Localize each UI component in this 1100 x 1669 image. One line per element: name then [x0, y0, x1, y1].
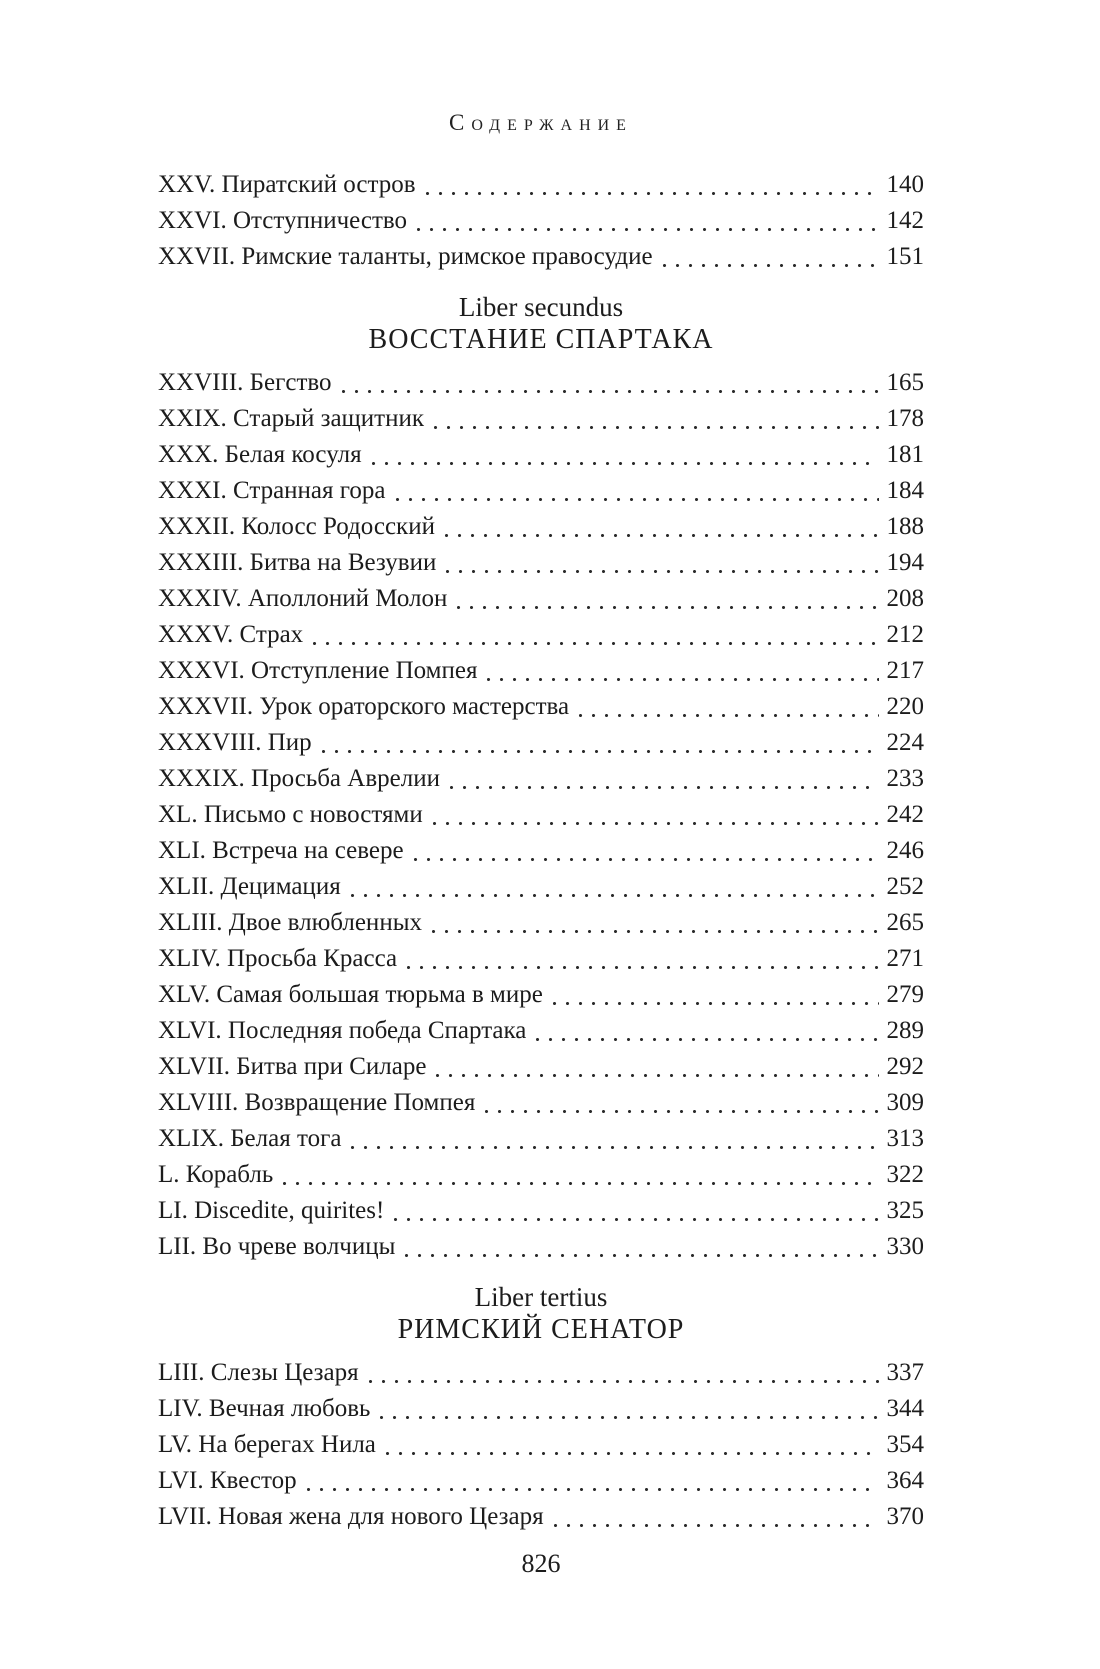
entry-title: XXXIV. Аполлоний Молон: [158, 585, 448, 612]
toc-entry: [158, 653, 924, 689]
entry-page-number: 271: [886, 945, 924, 972]
dot-leader: [372, 462, 879, 465]
dot-leader: [405, 1254, 879, 1257]
entry-page-number: 330: [886, 1233, 924, 1260]
entry-page-number: 220: [886, 693, 924, 720]
toc-entry: [158, 1049, 924, 1085]
dot-leader: [457, 606, 879, 609]
entry-title: LVI. Квестор: [158, 1467, 297, 1494]
dot-leader: [433, 822, 879, 825]
dot-leader: [380, 1416, 879, 1419]
entry-page-number: 292: [886, 1053, 924, 1080]
entry-page-number: 322: [886, 1161, 924, 1188]
toc-entry: [158, 545, 924, 581]
toc-entry: [158, 203, 924, 239]
entry-list: [158, 365, 924, 1265]
dot-leader: [351, 1146, 879, 1149]
entry-title: L. Корабль: [158, 1161, 274, 1188]
entry-page-number: 289: [886, 1017, 924, 1044]
toc-entry: [158, 509, 924, 545]
toc-entry: [158, 725, 924, 761]
entry-title: XLI. Встреча на севере: [158, 837, 404, 864]
toc-entry: [158, 1499, 924, 1535]
entry-title: XLIII. Двое влюбленных: [158, 909, 422, 936]
dot-leader: [487, 678, 879, 681]
entry-title: XXXV. Страх: [158, 621, 304, 648]
section-heading: [158, 1282, 924, 1347]
entry-page-number: 242: [886, 801, 924, 828]
section-subtitle: Liber tertius: [474, 1282, 608, 1312]
toc-entry: [158, 617, 924, 653]
dot-leader: [434, 426, 879, 429]
entry-page-number: 194: [886, 549, 924, 576]
dot-leader: [663, 264, 879, 267]
toc-entry: [158, 1355, 924, 1391]
toc-entry: [158, 1427, 924, 1463]
entry-title: LII. Во чреве волчицы: [158, 1233, 396, 1260]
toc-entry: [158, 977, 924, 1013]
entry-page-number: 246: [886, 837, 924, 864]
entry-title: XXXVII. Урок ораторского мастерства: [158, 693, 570, 720]
entry-title: LV. На берегах Нила: [158, 1431, 376, 1458]
entry-title: XXXIII. Битва на Везувии: [158, 549, 437, 576]
entry-page-number: 279: [886, 981, 924, 1008]
entry-page-number: 252: [886, 873, 924, 900]
toc-entry: [158, 1157, 924, 1193]
entry-page-number: 265: [886, 909, 924, 936]
toc-entry: [158, 473, 924, 509]
entry-title: XLII. Децимация: [158, 873, 341, 900]
entry-page-number: 181: [886, 441, 924, 468]
dot-leader: [579, 714, 879, 717]
table-of-contents: [158, 167, 924, 1535]
dot-leader: [386, 1452, 879, 1455]
entry-page-number: 309: [886, 1089, 924, 1116]
dot-leader: [307, 1488, 879, 1491]
dot-leader: [536, 1038, 879, 1041]
entry-page-number: 151: [886, 243, 924, 270]
dot-leader: [553, 1002, 879, 1005]
entry-title: XXXI. Странная гора: [158, 477, 386, 504]
toc-entry: [158, 1229, 924, 1265]
entry-title: XXVI. Отступничество: [158, 207, 408, 234]
entry-title: XXX. Белая косуля: [158, 441, 362, 468]
entry-list: [158, 167, 924, 275]
dot-leader: [351, 894, 879, 897]
entry-page-number: 142: [886, 207, 924, 234]
entry-title: LI. Discedite, quirites!: [158, 1197, 385, 1224]
dot-leader: [394, 1218, 879, 1221]
book-page: [158, 0, 924, 1669]
entry-title: XXV. Пиратский остров: [158, 171, 416, 198]
entry-title: XLVII. Битва при Силаре: [158, 1053, 427, 1080]
dot-leader: [554, 1524, 879, 1527]
dot-leader: [283, 1182, 879, 1185]
toc-entry: [158, 1193, 924, 1229]
toc-entry: [158, 239, 924, 275]
entry-page-number: 313: [886, 1125, 924, 1152]
toc-entry: [158, 1463, 924, 1499]
entry-page-number: 165: [886, 369, 924, 396]
entry-title: XXXVI. Отступление Помпея: [158, 657, 478, 684]
entry-page-number: 208: [886, 585, 924, 612]
entry-page-number: 325: [886, 1197, 924, 1224]
section-title: РИМСКИЙ СЕНАТОР: [397, 1314, 685, 1345]
page-number-footer: 826: [521, 1549, 561, 1578]
dot-leader: [417, 228, 879, 231]
dot-leader: [342, 390, 880, 393]
entry-page-number: 140: [886, 171, 924, 198]
dot-leader: [407, 966, 879, 969]
entry-title: XXXVIII. Пир: [158, 729, 312, 756]
toc-entry: [158, 689, 924, 725]
section-title: ВОССТАНИЕ СПАРТАКА: [368, 324, 714, 355]
section-heading: [158, 292, 924, 357]
toc-entry: [158, 167, 924, 203]
toc-entry: [158, 401, 924, 437]
toc-section: [158, 167, 924, 275]
toc-entry: [158, 1013, 924, 1049]
toc-entry: [158, 869, 924, 905]
entry-page-number: 370: [886, 1503, 924, 1530]
entry-list: [158, 1355, 924, 1535]
dot-leader: [322, 750, 879, 753]
entry-title: LIII. Слезы Цезаря: [158, 1359, 359, 1386]
dot-leader: [450, 786, 879, 789]
entry-title: XXIX. Старый защитник: [158, 405, 425, 432]
entry-page-number: 364: [886, 1467, 924, 1494]
entry-title: XLIX. Белая тога: [158, 1125, 342, 1152]
entry-title: XLV. Самая большая тюрьма в мире: [158, 981, 543, 1008]
entry-page-number: 224: [886, 729, 924, 756]
entry-page-number: 354: [886, 1431, 924, 1458]
entry-page-number: 233: [886, 765, 924, 792]
dot-leader: [445, 534, 879, 537]
entry-page-number: 337: [886, 1359, 924, 1386]
entry-page-number: 178: [886, 405, 924, 432]
dot-leader: [369, 1380, 879, 1383]
toc-entry: [158, 761, 924, 797]
dot-leader: [432, 930, 879, 933]
toc-entry: [158, 581, 924, 617]
dot-leader: [313, 642, 879, 645]
dot-leader: [446, 570, 879, 573]
section-subtitle: Liber secundus: [458, 292, 624, 322]
dot-leader: [436, 1074, 879, 1077]
toc-entry: [158, 365, 924, 401]
dot-leader: [396, 498, 880, 501]
dot-leader: [485, 1110, 879, 1113]
toc-entry: [158, 437, 924, 473]
entry-title: XXXIX. Просьба Аврелии: [158, 765, 440, 792]
entry-page-number: 344: [886, 1395, 924, 1422]
entry-title: XLVI. Последняя победа Спартака: [158, 1017, 527, 1044]
entry-title: XXVIII. Бегство: [158, 369, 332, 396]
toc-entry: [158, 1085, 924, 1121]
entry-title: LVII. Новая жена для нового Цезаря: [158, 1503, 544, 1530]
page-title: СОДЕРЖАНИЕ: [449, 110, 633, 135]
entry-page-number: 188: [886, 513, 924, 540]
dot-leader: [414, 858, 879, 861]
toc-entry: [158, 833, 924, 869]
entry-title: LIV. Вечная любовь: [158, 1395, 371, 1422]
entry-title: XXXII. Колосс Родосский: [158, 513, 435, 540]
toc-entry: [158, 905, 924, 941]
entry-page-number: 217: [886, 657, 924, 684]
entry-page-number: 212: [886, 621, 924, 648]
toc-entry: [158, 941, 924, 977]
toc-entry: [158, 1121, 924, 1157]
toc-section: [158, 1282, 924, 1535]
toc-entry: [158, 797, 924, 833]
toc-entry: [158, 1391, 924, 1427]
entry-title: XL. Письмо с новостями: [158, 801, 423, 828]
entry-title: XXVII. Римские таланты, римское правосудие: [158, 243, 653, 270]
entry-page-number: 184: [886, 477, 924, 504]
toc-section: [158, 292, 924, 1265]
entry-title: XLVIII. Возвращение Помпея: [158, 1089, 476, 1116]
dot-leader: [426, 192, 879, 195]
entry-title: XLIV. Просьба Красса: [158, 945, 398, 972]
